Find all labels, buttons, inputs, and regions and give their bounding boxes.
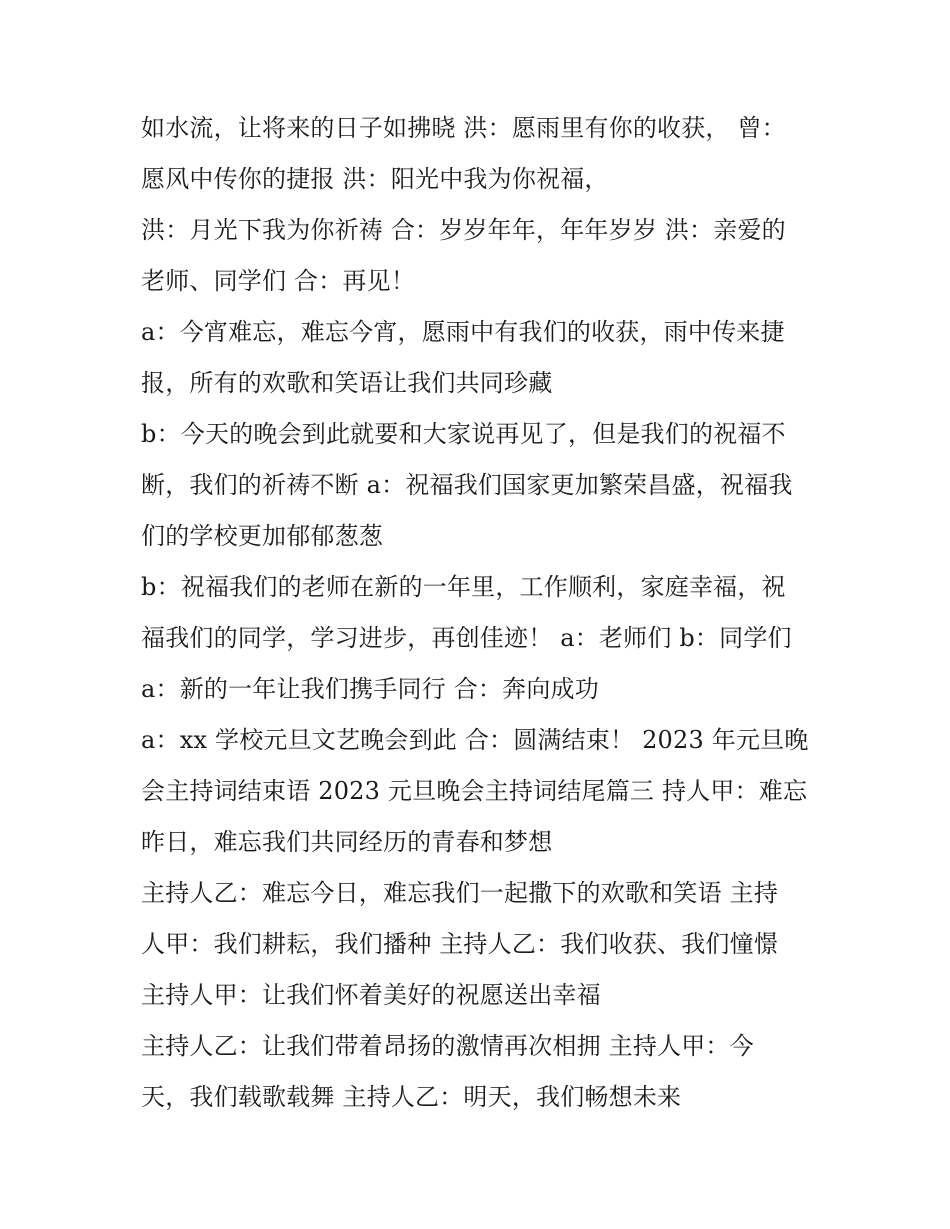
text-line: 昨日，难忘我们共同经历的青春和梦想 (141, 828, 553, 856)
text-line: a：今宵难忘，难忘今宵，愿雨中有我们的收获，雨中传来捷 (141, 318, 785, 346)
text-line: a：新的一年让我们携手同行 合：奔向成功 (141, 675, 599, 703)
text-line: a：xx 学校元旦文艺晚会到此 合：圆满结束！ 2023 年元旦晚 (141, 726, 809, 754)
text-line: 们的学校更加郁郁葱葱 (141, 522, 383, 550)
text-line: 天，我们载歌载舞 主持人乙：明天，我们畅想未来 (141, 1083, 682, 1111)
text-line: 主持人乙：难忘今日，难忘我们一起撒下的欢歌和笑语 主持 (141, 879, 779, 907)
text-line: b：今天的晚会到此就要和大家说再见了，但是我们的祝福不 (141, 420, 786, 448)
text-line: 主持人甲：让我们怀着美好的祝愿送出幸福 (141, 981, 601, 1009)
text-line: 报，所有的欢歌和笑语让我们共同珍藏 (141, 369, 553, 397)
text-line: 主持人乙：让我们带着昂扬的激情再次相拥 主持人甲：今 (141, 1032, 754, 1060)
text-line: 洪：月光下我为你祈祷 合：岁岁年年，年年岁岁 洪：亲爱的 (141, 216, 786, 244)
text-line: b：祝福我们的老师在新的一年里，工作顺利，家庭幸福，祝 (141, 573, 786, 601)
text-line: 如水流，让将来的日子如拂晓 洪：愿雨里有你的收获， 曾： (141, 114, 786, 142)
document-body (141, 103, 811, 1123)
text-line: 人甲：我们耕耘，我们播种 主持人乙：我们收获、我们憧憬 (141, 930, 779, 958)
text-line: 福我们的同学，学习进步，再创佳迹！ a：老师们 b：同学们 (141, 624, 792, 652)
text-line: 愿风中传你的捷报 洪：阳光中我为你祝福， (141, 165, 609, 193)
text-line: 会主持词结束语 2023 元旦晚会主持词结尾篇三 持人甲：难忘 (141, 777, 808, 805)
text-line: 断，我们的祈祷不断 a：祝福我们国家更加繁荣昌盛，祝福我 (141, 471, 793, 499)
text-line: 老师、同学们 合：再见！ (141, 267, 416, 295)
